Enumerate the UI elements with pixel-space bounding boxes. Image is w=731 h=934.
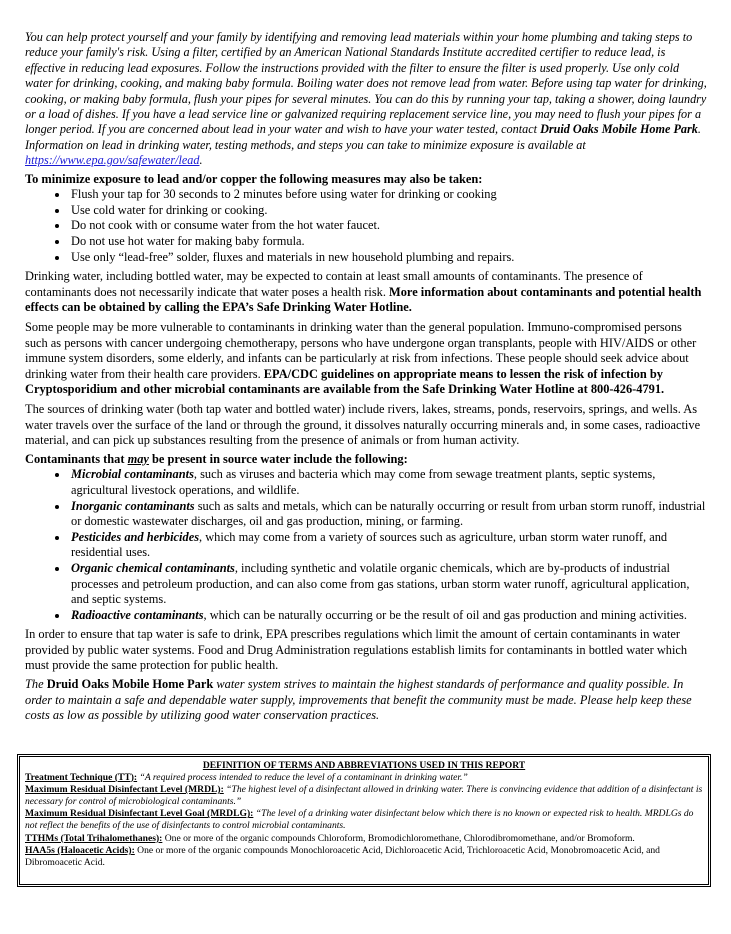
definition-text: “A required process intended to reduce the level of a contaminant in drinking water.” xyxy=(137,771,468,783)
definition-item xyxy=(25,784,703,807)
intro-text-c: . xyxy=(199,153,203,168)
definition-item xyxy=(25,833,703,845)
closing-paragraph xyxy=(25,677,707,724)
definitions-box xyxy=(19,756,709,885)
present-heading-may: may xyxy=(127,451,149,466)
list-item xyxy=(69,499,707,530)
closing-text: water system strives to maintain the highest standards of performance and quality possible. In order to maintain a safe and dependable water supply, improvements that benefit the community must be made. Please help keep these costs as low as possible by utilizing good water conservation practices. xyxy=(25,677,692,723)
contaminant-term: Inorganic contaminants xyxy=(71,498,195,513)
list-item: • Do not use hot water for making baby formula. xyxy=(69,234,707,250)
contaminant-desc: , including synthetic and volatile organic chemicals, which are by-products of industrial processes and petroleum production, and can also come from gas stations, urban storm water runoff, agricultural application, and septic systems. xyxy=(71,560,690,607)
contaminant-desc: , which may come from a variety of sources such as agriculture, urban storm water runoff, and residential uses. xyxy=(71,529,668,560)
intro-contact-name: Druid Oaks Mobile Home Park xyxy=(540,122,698,137)
vulnerable-bold: EPA/CDC guidelines on appropriate means to lessen the risk of infection by Cryptosporidium and other microbial contaminants are available from the Safe Drinking Water Hotline at 800-426-4791. xyxy=(25,366,665,397)
definition-text: “The level of a drinking water disinfectant below which there is no known or expected risk to health. MRDLGs do not reflect the benefits of the use of disinfectants to control microbial contaminants. xyxy=(25,808,694,831)
contaminants-text: Drinking water, including bottled water, may be expected to contain at least small amounts of contaminants. The presence of contaminants does not necessarily indicate that water poses a health risk. xyxy=(25,269,643,299)
sources-paragraph: The sources of drinking water (both tap water and bottled water) include rivers, lakes, streams, ponds, reservoirs, springs, and wells. As water travels over the surface of the land or through the ground, it dissolves naturally occurring minerals and, in some cases, radioactive material, and can pick up substances resulting from the presence of animals or from human activity. xyxy=(25,401,701,448)
definition-text: One or more of the organic compounds Chloroform, Bromodichloromethane, Chlorodibromomethane, and/or Bromoform. xyxy=(162,832,635,844)
contaminant-term: Organic chemical contaminants xyxy=(71,560,235,575)
definition-term: Maximum Residual Disinfectant Level Goal (MRDLG): xyxy=(25,808,254,820)
definition-term: TTHMs (Total Trihalomethanes): xyxy=(25,832,163,844)
contaminants-paragraph xyxy=(25,269,707,316)
intro-text-a: You can help protect yourself and your family by identifying and removing lead materials within your home plumbing and taking steps to reduce your family's risk. Using a filter, certified by an American National Standards Institute accredited certifier to reduce lead, is effective in reducing lead exposures. Follow the instructions provided with the filter to ensure the filter is used properly. Use only cold water for drinking, cooking, and making baby formula. Boiling water does not remove lead from water. Before using tap water for drinking, cooking, or making baby formula, flush your pipes for several minutes. You can do this by running your tap, taking a shower, doing laundry or a load of dishes. If you have a lead service line or galvanized requiring replacement service line, you may need to flush your pipes for a longer period. If you are concerned about lead in your water and wish to have your water tested, contact xyxy=(25,30,707,137)
present-heading-a: Contaminants that xyxy=(25,451,128,466)
contaminant-term: Pesticides and herbicides xyxy=(71,529,200,544)
lead-intro-paragraph xyxy=(25,30,707,169)
definition-term: HAA5s (Haloacetic Acids): xyxy=(25,845,135,857)
present-heading xyxy=(25,452,707,468)
vulnerable-paragraph xyxy=(25,320,707,398)
document-page xyxy=(25,30,707,724)
intro-text-b: . Information on lead in drinking water, testing methods, and steps you can take to minimize exposure is available at xyxy=(25,122,701,152)
list-item xyxy=(69,608,707,624)
definition-item xyxy=(25,845,703,868)
epa-paragraph: In order to ensure that tap water is safe to drink, EPA prescribes regulations which limit the amount of certain contaminants in water provided by public water systems. Food and Drug Administration regulations establish limits for contaminants in bottled water which must provide the same protection for public health. xyxy=(25,627,688,673)
definition-term: Treatment Technique (TT): xyxy=(25,771,138,783)
contaminant-term: Radioactive contaminants xyxy=(71,607,204,622)
definition-term: Maximum Residual Disinfectant Level (MRDL): xyxy=(25,784,224,796)
contaminant-desc: , which can be naturally occurring or be the result of oil and gas production and mining activities. xyxy=(203,607,687,622)
contaminants-bold: More information about contaminants and potential health effects can be obtained by calling the EPA’s Safe Drinking Water Hotline. xyxy=(25,284,702,315)
list-item xyxy=(69,561,707,608)
definition-item xyxy=(25,772,703,784)
contaminant-term: Microbial contaminants xyxy=(71,467,194,482)
definition-text: “The highest level of a disinfectant allowed in drinking water. There is convincing evidence that addition of a disinfectant is necessary for control of microbiological contaminants.” xyxy=(25,784,703,807)
present-heading-b: be present in source water include the following: xyxy=(148,451,408,466)
definition-text: One or more of the organic compounds Monochloroacetic Acid, Dichloroacetic Acid, Trichloroacetic Acid, Monobromoacetic Acid, and Dibromoacetic Acid. xyxy=(25,845,660,868)
closing-system-name: Druid Oaks Mobile Home Park xyxy=(46,677,214,692)
minimize-list xyxy=(25,187,707,265)
vulnerable-text: Some people may be more vulnerable to contaminants in drinking water than the general population. Immuno-compromised persons such as persons with cancer undergoing chemotherapy, persons who have undergone organ transplants, people with HIV/AIDS or other immune system disorders, some elderly, and infants can be particularly at risk from infections. These people should seek advice about drinking water from their health care providers. xyxy=(25,320,697,381)
list-item: • Flush your tap for 30 seconds to 2 minutes before using water for drinking or cooking xyxy=(69,187,707,203)
list-item xyxy=(69,530,707,561)
list-item: • Use only “lead-free” solder, fluxes and materials in new household plumbing and repairs. xyxy=(69,250,707,266)
contaminant-desc: such as salts and metals, which can be naturally occurring or result from urban storm runoff, industrial or domestic wastewater discharges, oil and gas production, mining, or farming. xyxy=(71,498,706,529)
definitions-title: DEFINITION OF TERMS AND ABBREVIATIONS USED IN THIS REPORT xyxy=(202,760,526,771)
contaminant-desc: , such as viruses and bacteria which may come from sewage treatment plants, septic systems, agricultural livestock operations, and wildlife. xyxy=(71,467,656,497)
list-item: • Do not cook with or consume water from the hot water faucet. xyxy=(69,218,707,234)
minimize-heading: To minimize exposure to lead and/or copper the following measures may also be taken: xyxy=(25,171,483,186)
definition-item xyxy=(25,808,703,831)
list-item: • Use cold water for drinking or cooking. xyxy=(69,203,707,219)
epa-lead-link[interactable]: https://www.epa.gov/safewater/lead xyxy=(25,153,200,168)
list-item xyxy=(69,467,707,498)
present-list xyxy=(25,467,707,623)
closing-the: The xyxy=(25,677,47,692)
